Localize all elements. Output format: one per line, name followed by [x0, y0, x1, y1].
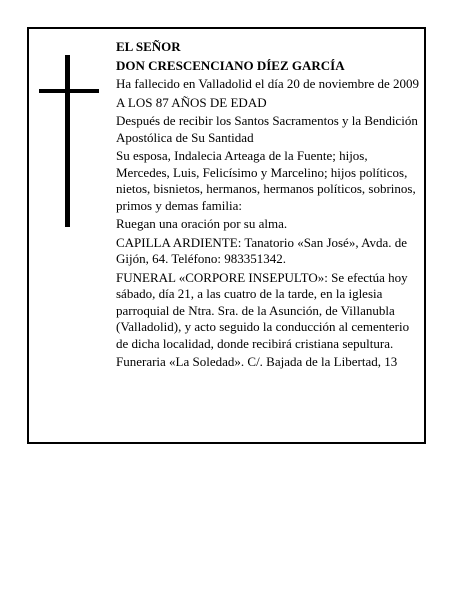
sacraments-line: Después de recibir los Santos Sacramentos y la Bendición Apostólica de Su Santidad	[116, 113, 418, 145]
family-paragraph: Su esposa, Indalecia Arteaga de la Fuente; hijos, Mercedes, Luis, Felicísimo y Marcelino; hijos políticos, nietos, bisnietos, hermanos, hermanos políticos, sobrinos, primos y demas familia:	[116, 148, 416, 213]
obituary-notice	[27, 27, 426, 444]
cross-horizontal-bar	[39, 89, 99, 93]
cross-icon	[39, 55, 99, 227]
deceased-name: DON CRESCENCIANO DÍEZ GARCÍA	[116, 57, 345, 73]
chapel-info: CAPILLA ARDIENTE: Tanatorio «San José», Avda. de Gijón, 64. Teléfono: 983351342.	[116, 234, 408, 266]
age-line: A LOS 87 AÑOS DE EDAD	[116, 94, 267, 110]
prayer-line: Ruegan una oración por su alma.	[116, 216, 288, 231]
funeral-info: FUNERAL «CORPORE INSEPULTO»: Se efectúa hoy sábado, día 21, a las cuatro de la tarde, en la iglesia parroquial de Ntra. Sra. de la Asunción, de Villanubla (Valladolid), y acto seguido la conducción al cementerio de dicha localidad, donde recibirá cristiana sepultura.	[116, 269, 410, 351]
cross-vertical-bar	[65, 55, 70, 227]
funeral-home-info: Funeraria «La Soledad». C/. Bajada de la Libertad, 13	[116, 354, 398, 369]
death-info: Ha fallecido en Valladolid el día 20 de noviembre de 2009	[116, 76, 419, 91]
notice-title: EL SEÑOR	[116, 39, 181, 54]
notice-text	[116, 39, 423, 373]
